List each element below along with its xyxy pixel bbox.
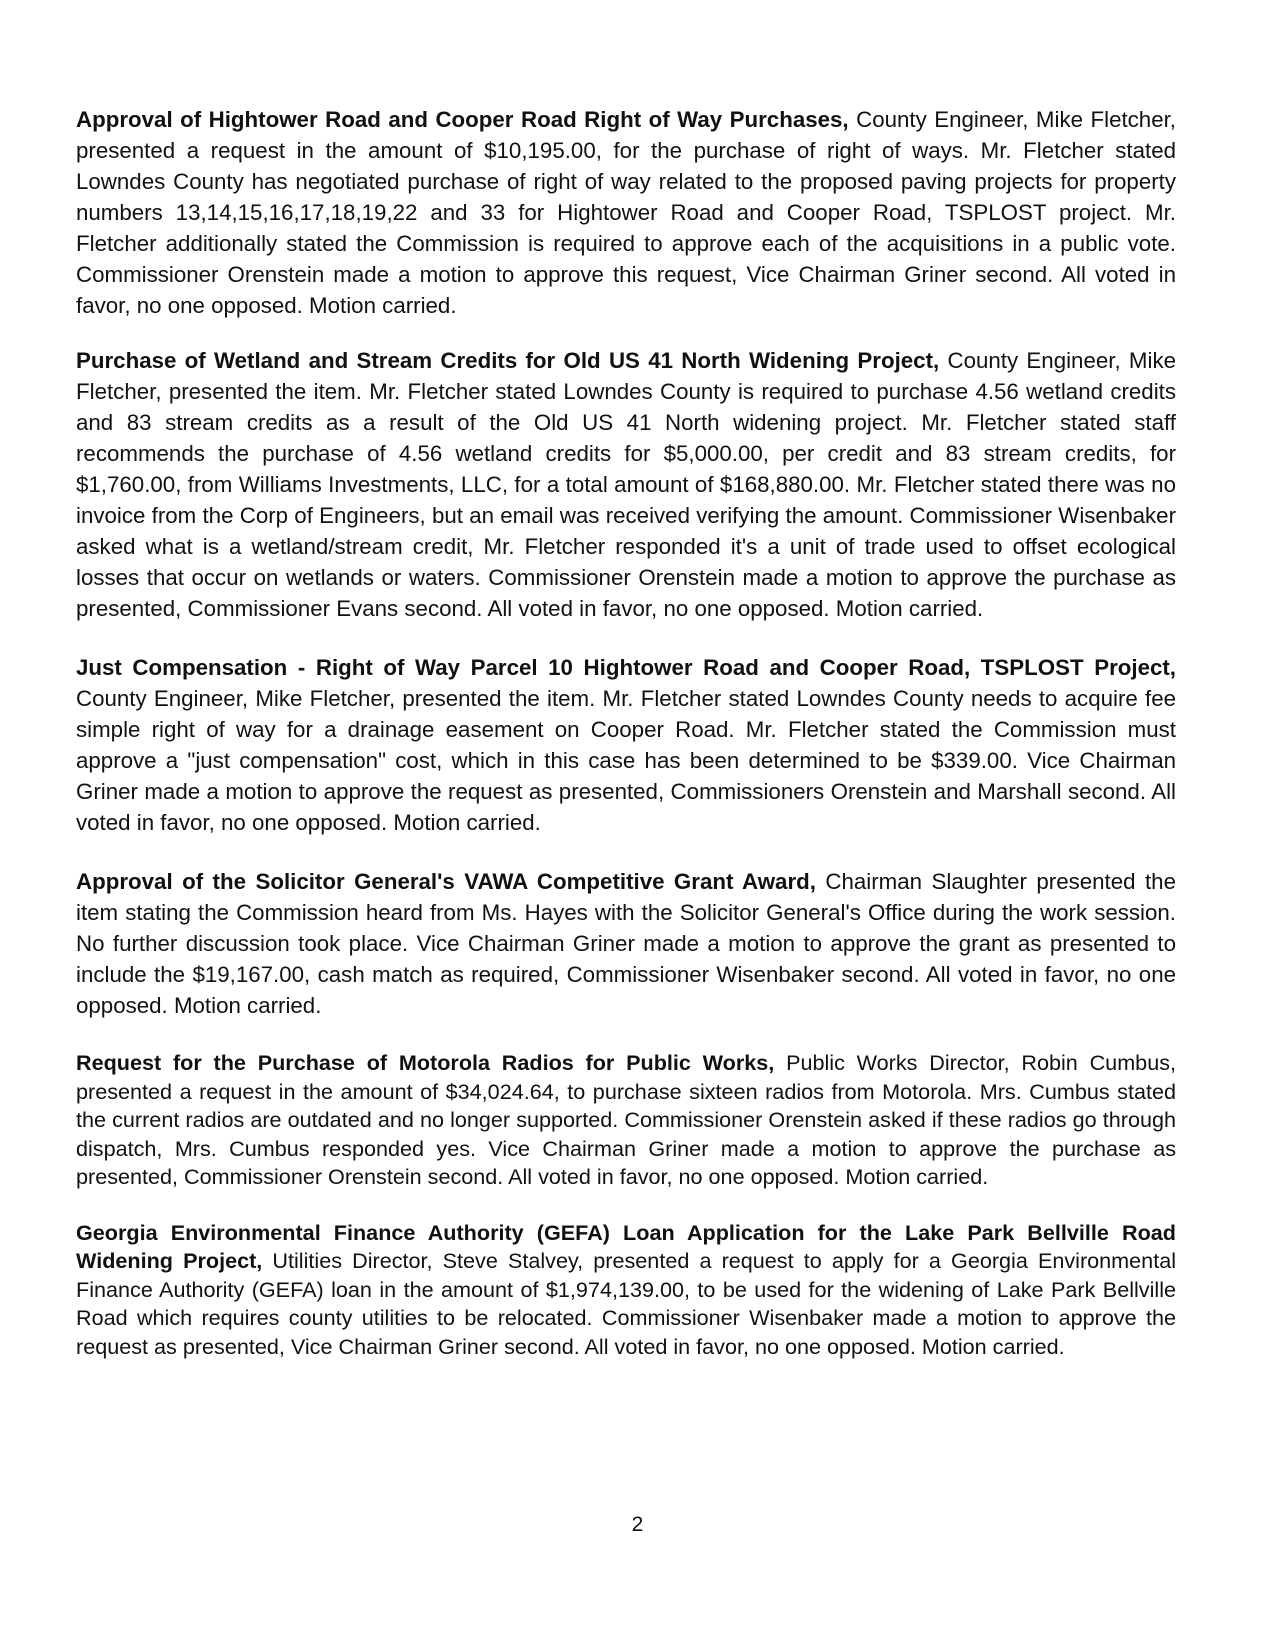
- agenda-item-vawa-grant: [76, 866, 1176, 1021]
- agenda-item-heading: Approval of the Solicitor General's VAWA Competitive Grant Award,: [76, 869, 816, 894]
- agenda-item-body: Utilities Director, Steve Stalvey, presented a request to apply for a Georgia Environmental Finance Authority (GEFA) loan in the amount of $1,974,139.00, to be used for the widening of Lake Park Bellville Road which requires county utilities to be relocated. Commissioner Wisenbaker made a motion to approve the request as presented, Vice Chairman Griner second. All voted in favor, no one opposed. Motion carried.: [76, 1248, 1176, 1359]
- agenda-item-body: Chairman Slaughter presented the item stating the Commission heard from Ms. Hayes with the Solicitor General's Office during the work session. No further discussion took place. Vice Chairman Griner made a motion to approve the grant as presented to include the $19,167.00, cash match as required, Commissioner Wisenbaker second. All voted in favor, no one opposed. Motion carried.: [76, 869, 1176, 1018]
- agenda-item-right-of-way-purchases: [76, 104, 1176, 321]
- agenda-item-heading: Just Compensation - Right of Way Parcel 10 Hightower Road and Cooper Road, TSPLOST Project,: [76, 655, 1176, 680]
- agenda-item-heading: Georgia Environmental Finance Authority (GEFA) Loan Application for the Lake Park Bellville Road Widening Project,: [76, 1219, 1176, 1273]
- agenda-item-just-compensation: [76, 652, 1176, 838]
- agenda-item-heading: Request for the Purchase of Motorola Radios for Public Works,: [76, 1050, 775, 1075]
- document-page: [76, 104, 1176, 1361]
- agenda-item-body: Public Works Director, Robin Cumbus, presented a request in the amount of $34,024.64, to purchase sixteen radios from Motorola. Mrs. Cumbus stated the current radios are outdated and no longer supported. Commissioner Orenstein asked if these radios go through dispatch, Mrs. Cumbus responded yes. Vice Chairman Griner made a motion to approve the purchase as presented, Commissioner Orenstein second. All voted in favor, no one opposed. Motion carried.: [76, 1050, 1176, 1189]
- agenda-item-body: County Engineer, Mike Fletcher, presented the item. Mr. Fletcher stated Lowndes County needs to acquire fee simple right of way for a drainage easement on Cooper Road. Mr. Fletcher stated the Commission must approve a "just compensation" cost, which in this case has been determined to be $339.00. Vice Chairman Griner made a motion to approve the request as presented, Commissioners Orenstein and Marshall second. All voted in favor, no one opposed. Motion carried.: [76, 686, 1176, 835]
- agenda-item-wetland-stream-credits: [76, 345, 1176, 624]
- agenda-item-gefa-loan: [76, 1219, 1176, 1362]
- agenda-item-motorola-radios: [76, 1049, 1176, 1192]
- agenda-item-heading: Approval of Hightower Road and Cooper Road Right of Way Purchases,: [76, 107, 849, 132]
- agenda-item-body: County Engineer, Mike Fletcher, presented a request in the amount of $10,195.00, for the purchase of right of ways. Mr. Fletcher stated Lowndes County has negotiated purchase of right of way related to the proposed paving projects for property numbers 13,14,15,16,17,18,19,22 and 33 for Hightower Road and Cooper Road, TSPLOST project. Mr. Fletcher additionally stated the Commission is required to approve each of the acquisitions in a public vote. Commissioner Orenstein made a motion to approve this request, Vice Chairman Griner second. All voted in favor, no one opposed. Motion carried.: [76, 107, 1176, 318]
- agenda-item-body: County Engineer, Mike Fletcher, presented the item. Mr. Fletcher stated Lowndes County is required to purchase 4.56 wetland credits and 83 stream credits as a result of the Old US 41 North widening project. Mr. Fletcher stated staff recommends the purchase of 4.56 wetland credits for $5,000.00, per credit and 83 stream credits, for $1,760.00, from Williams Investments, LLC, for a total amount of $168,880.00. Mr. Fletcher stated there was no invoice from the Corp of Engineers, but an email was received verifying the amount. Commissioner Wisenbaker asked what is a wetland/stream credit, Mr. Fletcher responded it's a unit of trade used to offset ecological losses that occur on wetlands or waters. Commissioner Orenstein made a motion to approve the purchase as presented, Commissioner Evans second. All voted in favor, no one opposed. Motion carried.: [76, 348, 1176, 621]
- agenda-item-heading: Purchase of Wetland and Stream Credits for Old US 41 North Widening Project,: [76, 348, 940, 373]
- page-number: 2: [631, 1513, 644, 1536]
